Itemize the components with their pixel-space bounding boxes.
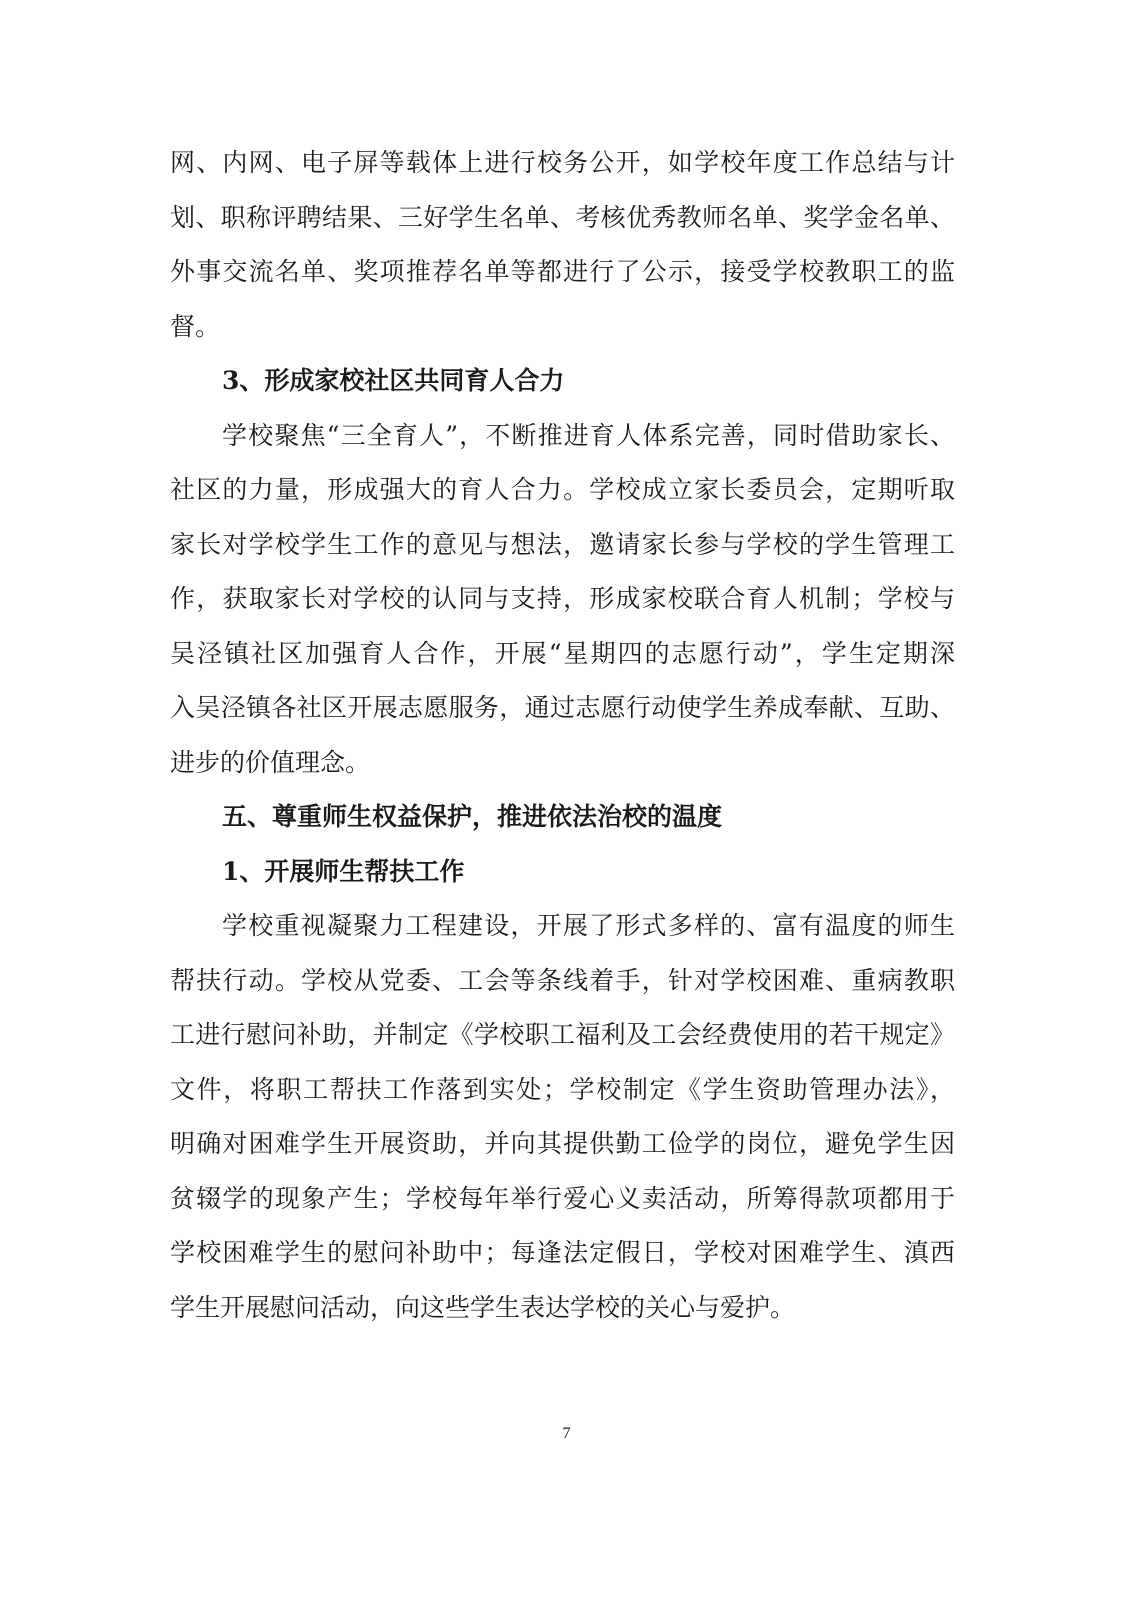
document-body (170, 136, 955, 1335)
paragraph-line: 家长对学校学生工作的意见与想法，邀请家长参与学校的学生管理工 (170, 529, 955, 559)
paragraph-line: 划、职称评聘结果、三好学生名单、考核优秀教师名单、奖学金名单、 (170, 202, 955, 232)
paragraph-line: 作，获取家长对学校的认同与支持，形成家校联合育人机制；学校与 (170, 584, 955, 613)
paragraph-line: 帮扶行动。学校从党委、工会等条线着手，针对学校困难、重病教职 (170, 965, 955, 995)
paragraph-line: 学校聚焦“三全育人”，不断推进育人体系完善，同时借助家长、 (222, 420, 955, 450)
section-heading: 五、尊重师生权益保护，推进依法治校的温度 (222, 802, 723, 831)
paragraph-line: 学校困难学生的慰问补助中；每逢法定假日，学校对困难学生、滇西 (170, 1238, 955, 1267)
paragraph-line: 吴泾镇社区加强育人合作，开展“星期四的志愿行动”，学生定期深 (170, 638, 955, 668)
section-heading: 3、形成家校社区共同育人合力 (222, 366, 565, 395)
paragraph-line: 文件，将职工帮扶工作落到实处；学校制定《学生资助管理办法》， (170, 1074, 955, 1104)
paragraph-line: 明确对困难学生开展资助，并向其提供勤工俭学的岗位，避免学生因 (170, 1129, 955, 1158)
paragraph-line: 工进行慰问补助，并制定《学校职工福利及工会经费使用的若干规定》 (170, 1020, 955, 1049)
paragraph-line: 学生开展慰问活动，向这些学生表达学校的关心与爱护。 (170, 1292, 796, 1322)
paragraph-line: 进步的价值理念。 (170, 747, 371, 777)
paragraph-line: 贫辍学的现象产生；学校每年举行爱心义卖活动，所筹得款项都用于 (170, 1183, 955, 1213)
paragraph-line: 社区的力量，形成强大的育人合力。学校成立家长委员会，定期听取 (170, 475, 955, 504)
paragraph-line: 外事交流名单、奖项推荐名单等都进行了公示，接受学校教职工的监 (170, 257, 955, 286)
section-heading: 1、开展师生帮扶工作 (222, 856, 465, 886)
paragraph-line: 入吴泾镇各社区开展志愿服务，通过志愿行动使学生养成奉献、互助、 (170, 693, 955, 722)
paragraph-line: 督。 (170, 311, 221, 341)
paragraph-line: 学校重视凝聚力工程建设，开展了形式多样的、富有温度的师生 (222, 911, 955, 940)
paragraph-line: 网、内网、电子屏等载体上进行校务公开，如学校年度工作总结与计 (170, 148, 955, 177)
page-number: 7 (562, 1425, 571, 1442)
